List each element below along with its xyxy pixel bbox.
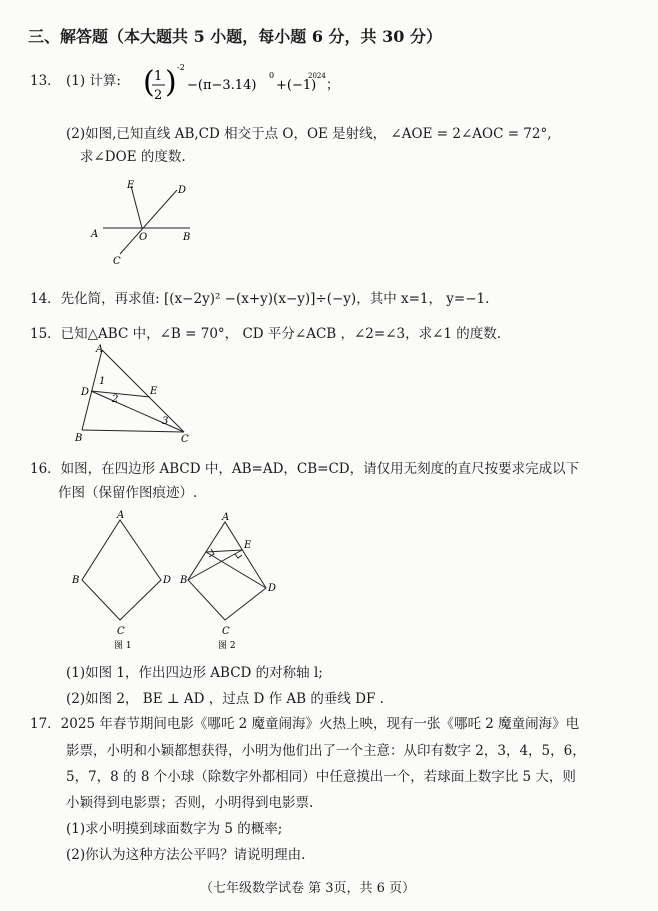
frac-numerator: 1 [154,69,163,84]
svg-text:B: B [183,232,191,243]
svg-text:3: 3 [162,416,169,427]
q17-line2: 影票，小明和小颖都想获得，小明为他们出了一个主意：从印有数字 2，3，4，5，6， [66,743,586,759]
q16-figure-2 [180,508,290,652]
svg-text:D: D [81,387,90,398]
svg-text:(: ( [143,65,155,100]
svg-text:A: A [117,510,125,521]
svg-text:E: E [127,180,135,191]
svg-text:D: D [178,185,187,196]
svg-text:2: 2 [112,394,119,405]
svg-text:A: A [91,229,99,240]
q13-expression [140,58,340,106]
q14-text: 14．先化简，再求值: [(x−2y)² −(x+y)(x−y)]÷(−y)，其中 x=1， y=−1. [30,291,490,307]
q15-text: 15．已知△ABC 中，∠B = 70°， CD 平分∠ACB ，∠2=∠3，求∠1 的度数. [30,326,502,342]
svg-text:图 2: 图 2 [218,641,236,651]
semicolon: ； [326,78,340,93]
svg-text:D: D [268,583,277,594]
svg-text:D: D [163,575,172,586]
q13-figure [85,176,205,268]
svg-text:A: A [96,344,104,355]
svg-text:O: O [139,232,148,243]
q16-sub1: (1)如图 1，作出四边形 ABCD 的对称轴 l; [66,665,323,681]
svg-text:): ) [165,65,177,100]
svg-text:1: 1 [99,376,106,387]
q16-line2: 作图（保留作图痕迹）. [58,485,198,501]
svg-text:E: E [150,386,158,397]
q13-number: 13． [30,73,61,89]
section-header: 三、解答题（本大题共 5 小题，每小题 6 分，共 30 分） [28,27,442,46]
svg-text:C: C [113,256,121,267]
q17-line4: 小颖得到电影票；否则，小明得到电影票. [66,795,314,811]
svg-text:B: B [75,433,83,444]
svg-text:B: B [72,575,80,586]
svg-text:C: C [222,626,230,637]
q17-sub2: (2)你认为这种方法公平吗？请说明理由. [66,847,306,863]
pi-term: −(π−3.14) [187,78,257,93]
q16-figure-1 [65,508,188,652]
q16-sub2: (2)如图 2， BE ⊥ AD ，过点 D 作 AB 的垂线 DF . [66,691,384,707]
svg-text:C: C [181,434,189,444]
svg-text:C: C [117,626,125,637]
svg-text:E: E [244,540,252,551]
svg-text:图 1: 图 1 [114,641,132,651]
neg-one-term: +(−1) [276,78,317,93]
exp-minus-two: -2 [177,63,185,72]
q13-part2-line2: 求∠DOE 的度数. [80,149,186,165]
svg-text:B: B [180,575,188,586]
q17-line1: 17．2025 年春节期间电影《哪吒 2 魔童闹海》火热上映，现有一张《哪吒 2 魔童闹海》电 [30,716,580,732]
exp-2024: 2024 [308,72,326,80]
q17-sub1: (1)求小明摸到球面数字为 5 的概率; [66,821,283,837]
svg-text:A: A [222,512,230,523]
page-footer: （七年级数学试卷 第 3页，共 6 页） [200,881,416,896]
q16-line1: 16．如图，在四边形 ABCD 中，AB=AD，CB=CD，请仅用无刻度的直尺按要求完成以下 [30,461,580,477]
q13-part2-line1: (2)如图,已知直线 AB,CD 相交于点 O，OE 是射线， ∠AOE = 2∠AOC = 72°, [66,126,552,142]
q13-part1-prefix: (1) 计算: [66,73,121,89]
q17-line3: 5，7，8 的 8 个小球（除数字外都相同）中任意摸出一个，若球面上数字比 5 大，则 [66,769,576,785]
frac-denominator: 2 [154,88,163,103]
exp-zero: 0 [269,71,275,80]
q15-figure [72,342,197,444]
